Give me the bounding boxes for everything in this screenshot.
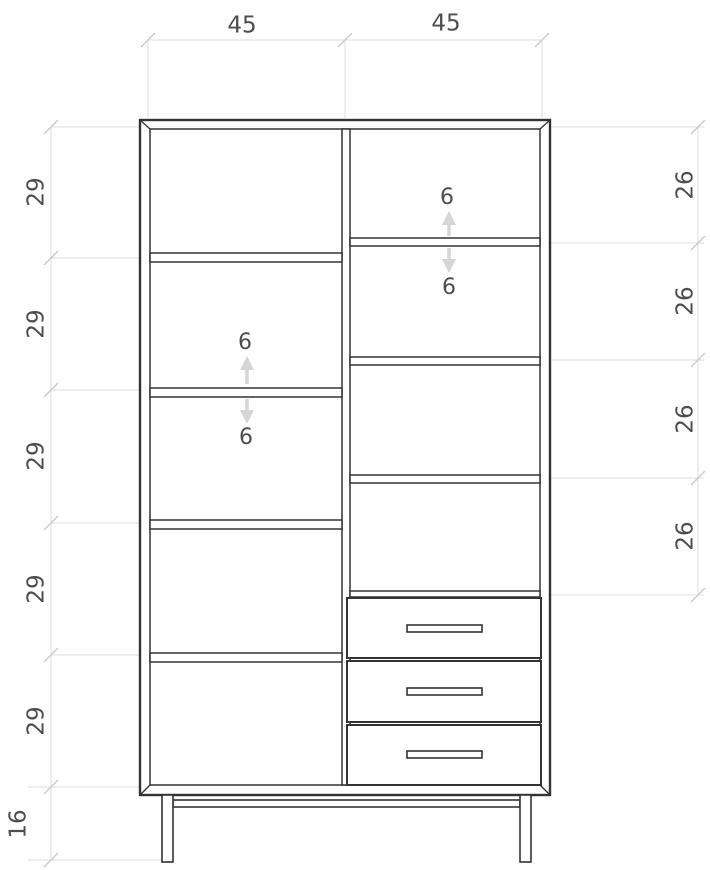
- corner-miter-icon: [540, 785, 550, 795]
- dim-label-top-width-left: 45: [227, 12, 257, 39]
- right-leg: [520, 795, 531, 862]
- adjust-label-right-below: 6: [442, 275, 456, 300]
- arrow-down-head-icon: [442, 259, 456, 273]
- left-shelf-2-adjustable: [150, 388, 342, 397]
- left-shelf-1: [150, 253, 342, 262]
- right-shelf-2: [350, 357, 540, 365]
- drawer-handle-icon: [407, 625, 482, 632]
- dim-label-leg-height: 16: [5, 809, 32, 839]
- arrow-down-head-icon: [240, 410, 254, 424]
- dim-label-right-row-4: 26: [672, 521, 699, 551]
- dim-label-top-width-right: 45: [431, 10, 461, 37]
- adjust-label-right-above: 6: [440, 185, 454, 210]
- adjust-label-left-below: 6: [239, 425, 253, 450]
- dim-label-left-row-3: 29: [23, 441, 50, 471]
- arrow-up-head-icon: [442, 211, 456, 225]
- left-shelf-3: [150, 520, 342, 529]
- dim-label-left-row-4: 29: [23, 574, 50, 604]
- drawer-handle-icon: [407, 688, 482, 695]
- adjust-label-left-above: 6: [238, 330, 252, 355]
- dim-label-right-row-2: 26: [672, 286, 699, 316]
- right-shelf-1-adjustable: [350, 238, 540, 246]
- dim-label-left-row-1: 29: [23, 177, 50, 207]
- corner-miter-icon: [540, 120, 550, 129]
- drawer-top-rail: [350, 591, 540, 597]
- right-shelf-3: [350, 475, 540, 483]
- dim-label-left-row-2: 29: [23, 309, 50, 339]
- arrow-up-head-icon: [240, 356, 254, 370]
- cabinet-body: [140, 120, 550, 862]
- drawer-handle-icon: [407, 751, 482, 758]
- dim-label-right-row-3: 26: [672, 404, 699, 434]
- corner-miter-icon: [140, 120, 150, 129]
- left-shelf-4: [150, 653, 342, 662]
- base-rail: [173, 800, 520, 807]
- left-leg: [162, 795, 173, 862]
- dim-label-right-row-1: 26: [672, 170, 699, 200]
- corner-miter-icon: [140, 785, 150, 795]
- dim-label-left-row-5: 29: [23, 706, 50, 736]
